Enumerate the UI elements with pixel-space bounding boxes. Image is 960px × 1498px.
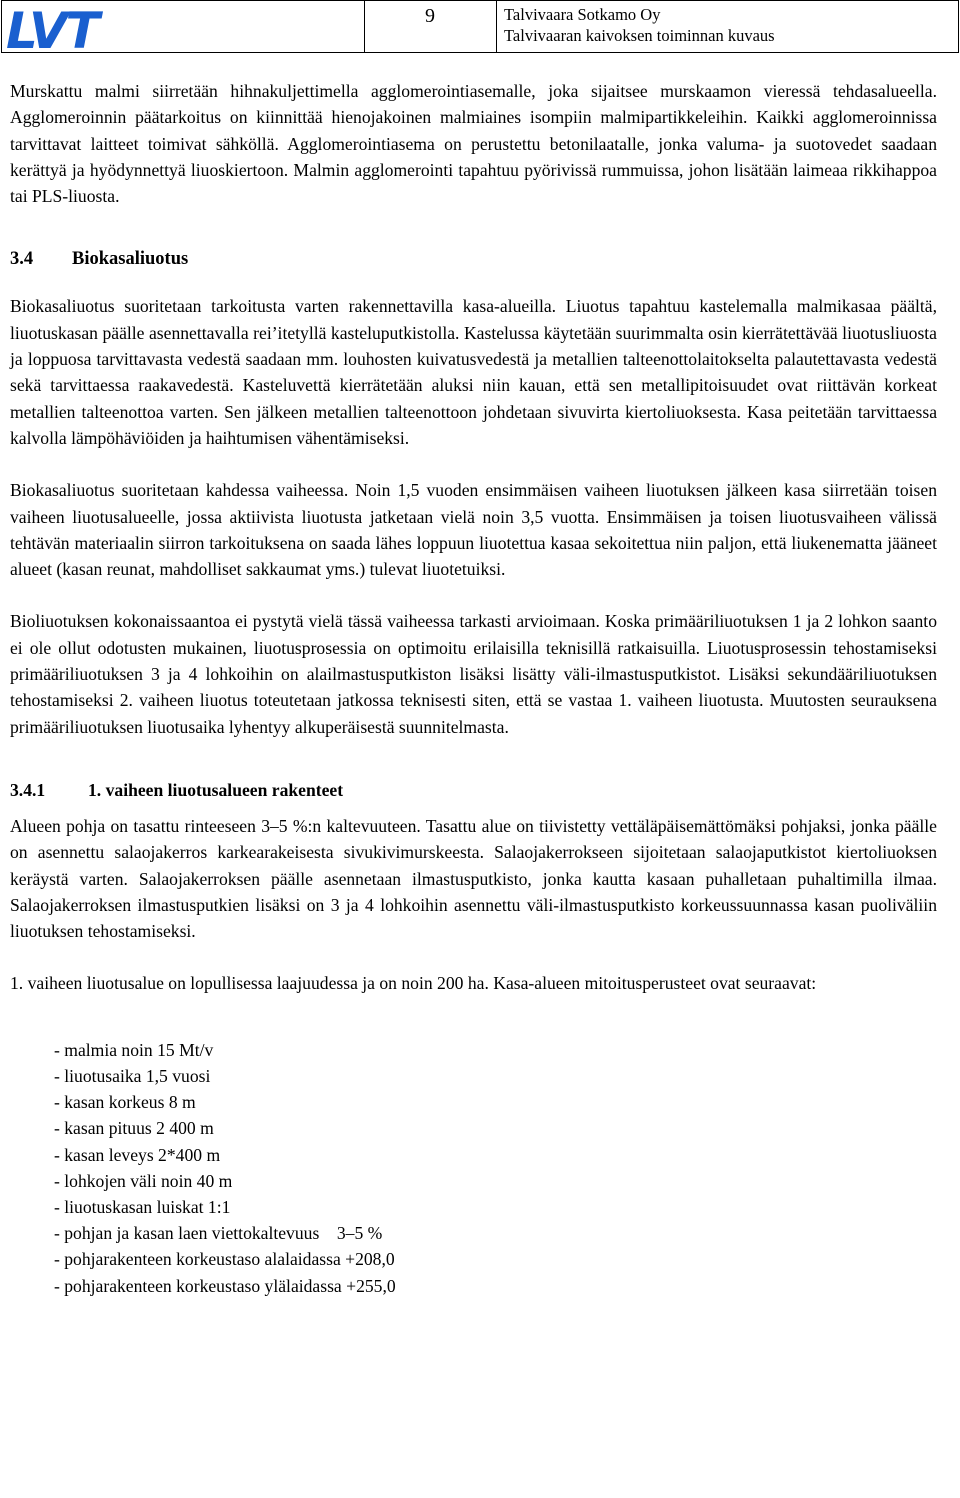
document-body bbox=[10, 78, 937, 1299]
list-item: - kasan korkeus 8 m bbox=[54, 1092, 196, 1113]
company-cell bbox=[496, 0, 959, 53]
lvt-logo bbox=[6, 4, 136, 52]
logo-cell bbox=[1, 0, 365, 53]
document-title: Talvivaaran kaivoksen toiminnan kuvaus bbox=[504, 26, 775, 45]
paragraph-5: 1. vaiheen liuotusalue on lopullisessa laajuudessa ja on noin 200 ha. Kasa-alueen mitoitusperusteet ovat seuraavat: bbox=[10, 973, 817, 994]
list-item: - kasan pituus 2 400 m bbox=[54, 1118, 214, 1139]
page-number-cell bbox=[364, 0, 497, 53]
company-name: Talvivaara Sotkamo Oy bbox=[504, 5, 661, 24]
page-header bbox=[0, 0, 960, 54]
paragraph-3: Bioliuotuksen kokonaissaantoa ei pystytä vielä tässä vaiheessa tarkasti arvioimaan. Koska primääriliuotuksen 1 ja 2 lohkon saanto ei ole ollut odotusten mukainen, liuotusprosessia on optimoitu erilaisilla teknisillä ratkaisuilla. Liuotusprosessin tehostamiseksi primääriliuotuksen 3 ja 4 lohkoihin on alailmastusputkiston lisäksi lisätty väli-ilmastusputkistot. Lisäksi sekundääriliuotuksen tehostamiseksi 2. vaiheen liuotus toteutetaan jatkossa teknisesti siten, että se vastaa 1. vaiheen liuotusta. Muutosten seurauksena primääriliuotuksen liuotusaika lyhentyy alkuperäisestä suunnitelmasta. bbox=[10, 611, 937, 737]
section-title: Biokasaliuotus bbox=[72, 249, 189, 270]
paragraph-1: Biokasaliuotus suoritetaan tarkoitusta varten rakennettavilla kasa-alueilla. Liuotus tapahtuu kastelemalla malmikasaa päältä, liuotuskasan päälle asennettavalla rei’itetyllä kasteluputkistolla. Kastelussa käytetään suurimmalta osin kierrätettävää liuotusliuosta ja loppuosa tarvittavasta vedestä saadaan mm. louhosten kuivatusvedestä ja metallien talteenottolaitokselta palautettavasta vedestä sekä tarvittaessa raakavedestä. Kasteluvettä kierrätetään aluksi niin kauan, että sen metallipitoisuudet ovat riittävän korkeat metallien talteenottoa varten. Sen jälkeen metallien talteenottoon johdetaan sivuvirta kiertoliuoksesta. Kasa peitetään tarvittaessa kalvolla lämpöhäviöiden ja haihtumisen vähentämiseksi. bbox=[10, 296, 937, 448]
page-number: 9 bbox=[425, 5, 435, 27]
paragraph-intro: Murskattu malmi siirretään hihnakuljettimella agglomerointiasemalle, joka sijaitsee murskaamon vieressä tehdasalueella. Agglomeroinnin päätarkoitus on kiinnittää hienojakoinen malmiaines isompiin malmipartikkeleihin. Kaikki agglomeroinnissa tarvittavat laitteet toimivat sähköllä. Agglomerointiasema on perustettu betonilaatalle, jonka valuma- ja suotovedet saadaan kerättyä ja hyödynnettyä liuoskiertoon. Malmin agglomerointi tapahtuu pyörivissä rummuissa, johon lisätään laimeaa rikkihappoa tai PLS-liuosta. bbox=[10, 81, 937, 207]
dimension-list bbox=[10, 1037, 937, 1299]
list-item: - kasan leveys 2*400 m bbox=[54, 1144, 221, 1165]
paragraph-2: Biokasaliuotus suoritetaan kahdessa vaiheessa. Noin 1,5 vuoden ensimmäisen vaiheen liuotuksen jälkeen kasa siirretään toisen vaiheen liuotusalueelle, jossa aktiivista liuotusta jatketaan vielä noin 3,5 vuotta. Ensimmäisen ja toisen liuotusvaiheen välissä tehtävän materiaalin siirron tarkoituksena on saada lähes loppuun liuotettua kasaa sekoitettua niin paljon, että liukenematta jääneet alueet (kasan reunat, mahdolliset sakkaumat yms.) tulevat liuotetuiksi. bbox=[10, 480, 937, 580]
list-item: - liuotuskasan luiskat 1:1 bbox=[54, 1196, 231, 1217]
subsection-number: 3.4.1 bbox=[10, 779, 46, 800]
list-item: - pohjarakenteen korkeustaso alalaidassa +208,0 bbox=[54, 1249, 395, 1270]
paragraph-4: Alueen pohja on tasattu rinteeseen 3–5 %:n kaltevuuteen. Tasattu alue on tiivistetty vettäläpäisemättömäksi pohjaksi, jonka päälle on asennettu salaojakerros karkearakeisesta sivukivimurskeesta. Salaojakerrokseen sijoitetaan salaojaputkistot kiertoliuoksen keräystä varten. Salaojakerroksen päälle asennetaan ilmastusputkisto, jonka kautta kasaan puhalletaan puhaltimilla ilmaa. Salaojakerroksen ilmastusputkien lisäksi on 3 ja 4 lohkoihin asennettu väli-ilmastusputkisto korkeussuunnassa kasan puoliväliin liuotuksen tehostamiseksi. bbox=[10, 815, 937, 942]
section-number: 3.4 bbox=[10, 249, 34, 270]
list-item: - pohjan ja kasan laen viettokaltevuus 3–5 % bbox=[54, 1223, 383, 1244]
logo-text: LVT bbox=[6, 4, 98, 52]
list-item: - lohkojen väli noin 40 m bbox=[54, 1170, 233, 1191]
list-item: - liuotusaika 1,5 vuosi bbox=[54, 1065, 211, 1086]
subsection-title: 1. vaiheen liuotusalueen rakenteet bbox=[88, 779, 344, 800]
section-heading-3-4-1 bbox=[10, 777, 937, 803]
section-heading-3-4 bbox=[10, 246, 937, 272]
list-item: - malmia noin 15 Mt/v bbox=[54, 1039, 214, 1060]
list-item: - pohjarakenteen korkeustaso ylälaidassa +255,0 bbox=[54, 1275, 396, 1296]
